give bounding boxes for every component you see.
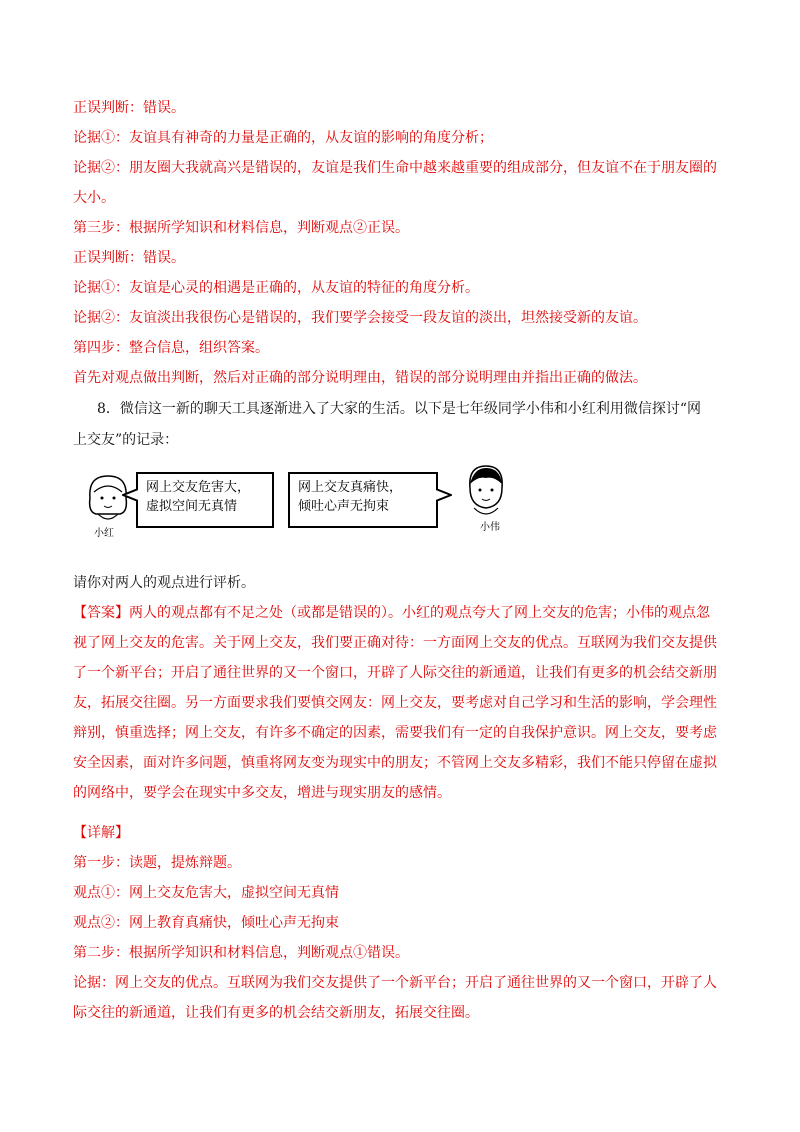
detail-line: 观点②：网上教育真痛快，倾吐心声无拘束 <box>73 915 339 931</box>
text-line: 第三步：根据所学知识和材料信息，判断观点②正误。 <box>73 220 409 236</box>
left-speech-bubble <box>136 472 274 528</box>
detail-line: 第二步：根据所学知识和材料信息，判断观点①错误。 <box>73 945 409 961</box>
detail-tag: 【详解】 <box>73 825 129 841</box>
detail-line: 际交往的新通道，让我们有更多的机会结交新朋友，拓展交往圈。 <box>73 1005 479 1021</box>
text-line: 正误判断：错误。 <box>73 250 185 266</box>
text-line: 论据②：友谊淡出我很伤心是错误的，我们要学会接受一段友谊的淡出，坦然接受新的友谊。 <box>73 310 647 326</box>
text-line: 论据①：友谊具有神奇的力量是正确的，从友谊的影响的角度分析； <box>73 130 493 146</box>
right-speech-bubble <box>288 472 438 528</box>
answer-line: 的网络中，要学会在现实中多交友，增进与现实朋友的感情。 <box>73 785 451 801</box>
bubble-text: 倾吐心声无拘束 <box>298 499 390 514</box>
bubble-text: 网上交友危害大， <box>146 480 251 495</box>
answer-line: 了一个新平台；开启了通往世界的又一个窗口，开辟了人际交往的新通道，让我们有更多的机会结交新朋 <box>73 665 717 681</box>
detail-line: 观点①：网上交友危害大，虚拟空间无真情 <box>73 885 339 901</box>
bubble-text: 网上交友真痛快， <box>298 480 403 495</box>
right-caption: 小伟 <box>480 522 500 533</box>
text-line: 首先对观点做出判断，然后对正确的部分说明理由，错误的部分说明理由并指出正确的做法。 <box>73 370 647 386</box>
bubble-text: 虚拟空间无真情 <box>146 499 238 514</box>
prompt-text: 请你对两人的观点进行评析。 <box>73 575 255 591</box>
left-caption: 小红 <box>94 528 114 539</box>
text-line: 论据②：朋友圈大我就高兴是错误的，友谊是我们生命中越来越重要的组成部分，但友谊不在于朋友圈的 <box>73 160 717 176</box>
question-text: 8．微信这一新的聊天工具逐渐进入了大家的生活。以下是七年级同学小伟和小红利用微信探讨“网 <box>97 401 702 417</box>
answer-line: 辩别，慎重选择；网上交友，有许多不确定的因素，需要我们有一定的自我保护意识。网上交友，要考虑 <box>73 725 717 741</box>
text-line: 正误判断：错误。 <box>73 100 185 116</box>
text-line: 大小。 <box>73 190 115 206</box>
answer-line: 视了网上交友的危害。关于网上交友，我们要正确对待：一方面网上交友的优点。互联网为我们交友提供 <box>73 635 717 651</box>
detail-line: 论据：网上交友的优点。互联网为我们交友提供了一个新平台；开启了通往世界的又一个窗口，开辟了人 <box>73 975 717 991</box>
bubble-tail-icon <box>436 488 452 502</box>
dialogue-figure <box>78 462 518 544</box>
answer-line: 友，拓展交往圈。另一方面要求我们要慎交网友：网上交友，要考虑对自己学习和生活的影响，学会理性 <box>73 695 717 711</box>
bubble-tail-icon <box>122 488 138 502</box>
text-line: 第四步：整合信息，组织答案。 <box>73 340 269 356</box>
text-line: 论据①：友谊是心灵的相遇是正确的，从友谊的特征的角度分析。 <box>73 280 479 296</box>
question-text-cont: 上交友”的记录： <box>73 432 179 448</box>
answer-line: 安全因素，面对许多问题，慎重将网友变为现实中的朋友；不管网上交友多精彩，我们不能只停留在虚拟 <box>73 755 717 771</box>
detail-line: 第一步：读题，提炼辩题。 <box>73 855 241 871</box>
answer-tag: 【答案】 <box>73 605 129 621</box>
answer-line <box>73 603 733 623</box>
answer-text: 两人的观点都有不足之处（或都是错误的）。小红的观点夸大了网上交友的危害；小伟的观点忽 <box>129 605 710 621</box>
